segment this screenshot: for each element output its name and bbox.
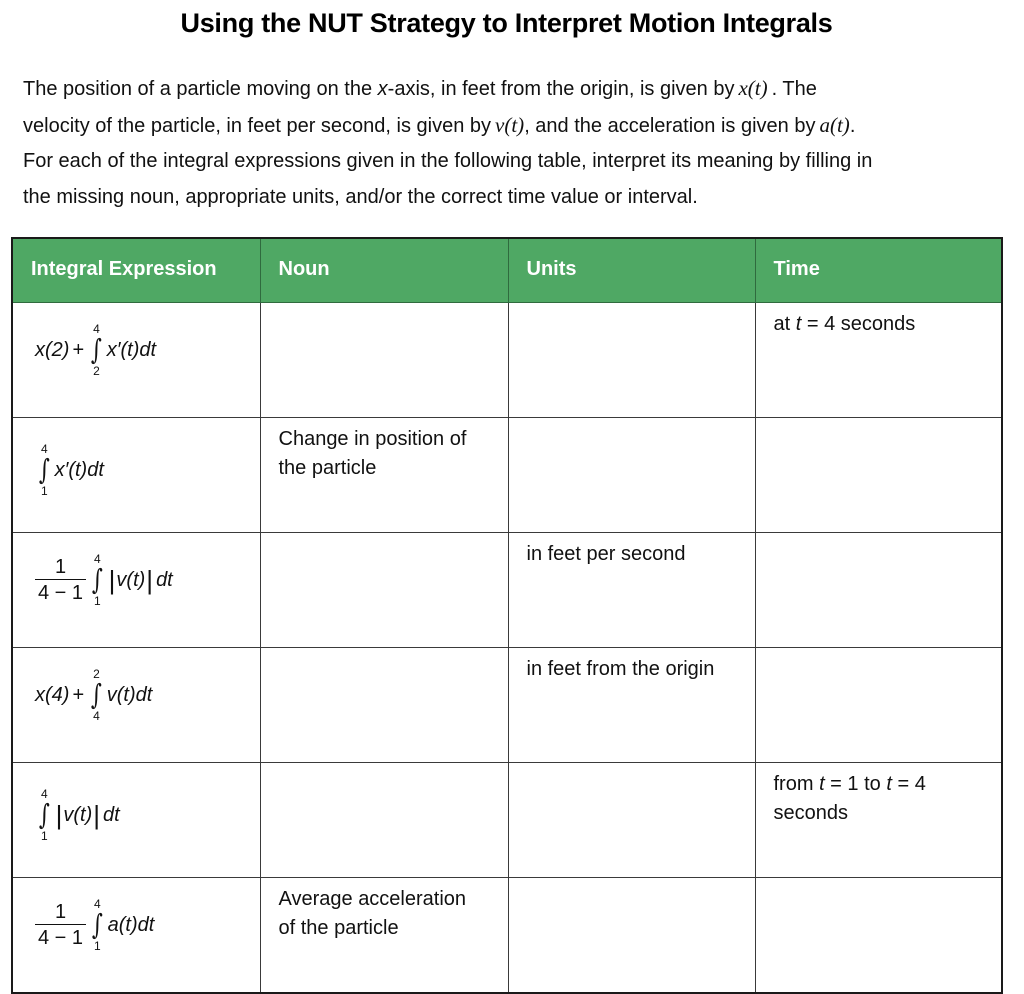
- units-cell[interactable]: in feet per second: [508, 533, 755, 648]
- math-expression: [35, 323, 156, 377]
- time-text: [774, 313, 916, 335]
- time-var: t: [795, 313, 802, 335]
- noun-cell[interactable]: [260, 648, 508, 763]
- intro-text: . The: [771, 78, 817, 100]
- fraction-numerator: 1: [54, 900, 67, 923]
- fraction-denominator: 4 − 1: [35, 579, 86, 606]
- lower-limit: 1: [94, 939, 101, 954]
- integral-symbol: ∫: [91, 908, 103, 942]
- math-expression: [35, 443, 104, 497]
- abs-bar-right: |: [93, 800, 101, 830]
- upper-limit: 4: [40, 442, 48, 456]
- lower-limit: 4: [93, 709, 100, 723]
- integral-symbol: ∫: [38, 798, 50, 831]
- abs-bar-left: |: [108, 565, 116, 596]
- integral-sign-icon: [37, 788, 52, 842]
- time-var: t: [819, 773, 825, 795]
- intro-text: -axis, in feet from the origin, is given by: [387, 78, 735, 100]
- noun-cell[interactable]: Change in position of the particle: [260, 418, 508, 533]
- math-x-of-t: x(t): [738, 76, 768, 100]
- intro-line-4: the missing noun, appropriate units, and/or the correct time value or interval.: [23, 185, 698, 208]
- math-expression: [35, 668, 152, 722]
- header-noun: Noun: [260, 238, 508, 303]
- integrand: v(t): [116, 568, 146, 591]
- math-term: x(2): [35, 338, 70, 361]
- table-row: [12, 648, 1002, 763]
- noun-cell[interactable]: [260, 533, 508, 648]
- integral-sign-icon: [37, 443, 52, 497]
- intro-paragraph: [23, 71, 998, 215]
- table-row: [12, 303, 1002, 418]
- integral-sign-icon: [89, 323, 104, 377]
- intro-line-1: [23, 71, 998, 108]
- lower-limit: 1: [40, 484, 48, 498]
- intro-var-x: x: [377, 78, 388, 100]
- time-text-part: = 4 seconds: [801, 313, 916, 335]
- units-cell[interactable]: [508, 763, 755, 878]
- intro-text: .: [849, 114, 856, 137]
- page-title: Using the NUT Strategy to Interpret Motion Integrals: [180, 8, 833, 38]
- intro-text: velocity of the particle, in feet per second, is given by: [23, 114, 492, 137]
- integral-sign-icon: [90, 553, 105, 607]
- time-cell[interactable]: [755, 418, 1002, 533]
- math-a-of-t: a(t): [819, 112, 850, 137]
- fraction-denominator: 4 − 1: [35, 924, 86, 951]
- noun-cell[interactable]: Average acceleration of the particle: [260, 878, 508, 994]
- upper-limit: 2: [93, 667, 100, 681]
- math-expression: [35, 898, 154, 952]
- math-expression: [35, 553, 173, 607]
- math-v-of-t: v(t): [495, 112, 525, 137]
- table-row: [12, 763, 1002, 878]
- time-text-part: = 4 seconds: [773, 773, 926, 824]
- time-cell[interactable]: [755, 763, 1002, 878]
- nut-table: [11, 237, 1003, 994]
- table-row: [12, 533, 1002, 648]
- time-cell[interactable]: [755, 303, 1002, 418]
- math-term: x(4): [35, 683, 70, 706]
- units-cell[interactable]: [508, 418, 755, 533]
- integrand: x′(t)dt: [54, 458, 104, 481]
- intro-text: , and the acceleration is given by: [524, 114, 816, 137]
- upper-limit: 4: [93, 322, 100, 336]
- integrand: a(t)dt: [107, 913, 155, 936]
- time-cell[interactable]: [755, 533, 1002, 648]
- header-time: Time: [755, 238, 1002, 303]
- time-text: [774, 773, 926, 824]
- integrand: v(t)dt: [106, 683, 153, 706]
- abs-bar-right: |: [146, 565, 154, 596]
- time-text-part: at: [773, 313, 796, 335]
- lower-limit: 1: [94, 594, 101, 609]
- time-cell[interactable]: [755, 878, 1002, 994]
- expression-cell: [12, 418, 260, 533]
- expression-cell: [12, 303, 260, 418]
- abs-bar-left: |: [55, 800, 63, 830]
- expression-cell: [12, 533, 260, 648]
- lower-limit: 2: [93, 364, 100, 378]
- lower-limit: 1: [40, 829, 48, 843]
- intro-line-3: For each of the integral expressions given in the following table, interpret its meaning by filling in: [23, 150, 873, 172]
- table-header-row: [12, 238, 1002, 303]
- fraction: [35, 900, 86, 951]
- expression-cell: [12, 763, 260, 878]
- integral-symbol: ∫: [38, 453, 50, 486]
- time-text-part: from: [773, 773, 820, 795]
- integral-symbol: ∫: [91, 563, 103, 597]
- math-expression: [35, 788, 120, 842]
- table-row: [12, 418, 1002, 533]
- table-row: [12, 878, 1002, 994]
- expression-cell: [12, 648, 260, 763]
- differential: dt: [103, 803, 120, 826]
- units-cell[interactable]: in feet from the origin: [508, 648, 755, 763]
- noun-cell[interactable]: [260, 303, 508, 418]
- integrand: v(t): [63, 803, 93, 826]
- upper-limit: 4: [94, 552, 101, 567]
- time-text-part: = 1 to: [824, 773, 887, 795]
- upper-limit: 4: [40, 787, 48, 801]
- upper-limit: 4: [94, 897, 101, 912]
- plus-sign: +: [72, 338, 85, 361]
- integral-symbol: ∫: [90, 678, 102, 711]
- intro-text: The position of a particle moving on the: [23, 78, 378, 100]
- units-cell[interactable]: [508, 303, 755, 418]
- intro-line-2: [23, 108, 998, 145]
- plus-sign: +: [72, 683, 85, 706]
- time-cell[interactable]: [755, 648, 1002, 763]
- expression-cell: [12, 878, 260, 994]
- units-cell[interactable]: [508, 878, 755, 994]
- header-units: Units: [508, 238, 755, 303]
- header-integral-expression: Integral Expression: [12, 238, 260, 303]
- fraction: [35, 555, 86, 606]
- integral-sign-icon: [89, 668, 104, 722]
- integral-sign-icon: [90, 898, 105, 952]
- integrand: x′(t)dt: [106, 338, 157, 361]
- time-var: t: [886, 773, 892, 795]
- integral-symbol: ∫: [90, 333, 102, 366]
- fraction-numerator: 1: [54, 555, 67, 578]
- noun-cell[interactable]: [260, 763, 508, 878]
- differential: dt: [156, 568, 173, 591]
